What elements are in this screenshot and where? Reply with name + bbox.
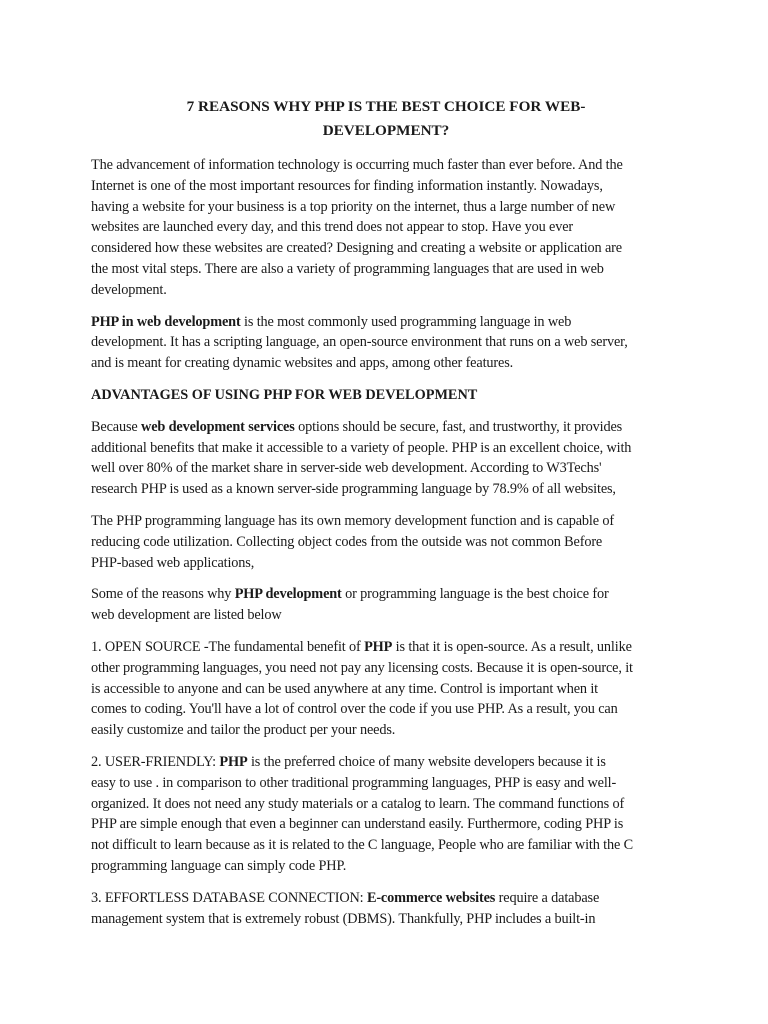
text-line: considered how these websites are created? Designing and creating a website or application are [91,240,622,257]
bold-term: E-commerce websites [366,889,496,906]
text-run: is that it is open-source. As a result, unlike [392,638,632,655]
text-line: other programming languages, you need not pay any licensing costs. Because it is open-source, it [91,659,633,676]
text-line: programming language can simply code PHP. [91,857,347,874]
text-line: the most vital steps. There are also a variety of programming languages that are used in web [91,260,604,277]
text-run: 2. USER-FRIENDLY: [91,753,220,770]
text-run: Because [91,418,142,435]
text-line [91,584,681,605]
text-line: The advancement of information technology is occurring much faster than ever before. And the [91,157,623,173]
text-run: is the most commonly used programming language in web [240,313,572,330]
text-line: websites are launched every day, and this trend does not appear to stop. Have you ever [91,219,574,236]
text-run: Some of the reasons why [91,586,235,603]
text-line: not difficult to learn because as it is related to the C language, People who are familiar with the C [91,837,633,854]
text-run: or programming language is the best choice for [341,586,609,603]
text-line [91,312,681,333]
text-line: development. [91,281,167,298]
text-line: development. It has a scripting language, an open-source environment that runs on a web server, [91,334,628,351]
text-line: easy to use . in comparison to other traditional programming languages, PHP is easy and well- [91,774,617,791]
bold-term: web development services [141,418,295,435]
bold-term: PHP development [234,586,342,603]
text-line: well over 80% of the market share in server-side web development. According to W3Techs' [91,460,602,477]
memory-paragraph [91,511,681,573]
text-run: 3. EFFORTLESS DATABASE CONNECTION: [91,889,367,906]
text-line: PHP are simple enough that even a beginner can understand easily. Furthermore, coding PHP is [91,816,624,833]
bold-term: PHP [219,753,248,770]
text-line: comes to coding. You'll have a lot of control over the code if you use PHP. As a result, you can [91,701,618,718]
reasons-paragraph [91,584,681,626]
text-run: options should be secure, fast, and trustworthy, it provides [294,418,623,435]
text-line: is accessible to anyone and can be used anywhere at any time. Control is important when it [91,680,598,697]
text-line: web development are listed below [91,607,282,624]
title-line-2: DEVELOPMENT? [322,122,450,139]
text-line: PHP-based web applications, [91,554,255,571]
php-web-paragraph [91,312,681,374]
text-line: having a website for your business is a top priority on the internet, thus a large number of new [91,198,616,215]
text-line [91,417,681,438]
text-line: reducing code utilization. Collecting object codes from the outside was not common Before [91,533,603,550]
because-paragraph [91,417,681,500]
text-line: management system that is extremely robust (DBMS). Thankfully, PHP includes a built-in [91,910,596,927]
title-line-1: 7 REASONS WHY PHP IS THE BEST CHOICE FOR WEB- [186,98,586,115]
text-line [91,637,681,658]
intro-paragraph [91,155,681,301]
database-paragraph [91,888,681,930]
text-run: require a database [495,889,600,906]
bold-term: PHP [364,638,393,655]
text-line: Internet is one of the most important resources for finding information instantly. Nowadays, [91,177,603,194]
text-line: easily customize and tailor the product per your needs. [91,722,396,739]
user-friendly-paragraph [91,752,681,877]
text-run: 1. OPEN SOURCE -The fundamental benefit of [91,638,365,655]
text-line: The PHP programming language has its own memory development function and is capable of [91,512,614,529]
text-line: organized. It does not need any study materials or a catalog to learn. The command functions of [91,795,625,812]
document-title [91,95,681,143]
bold-term: PHP in web development [91,313,241,330]
open-source-paragraph [91,637,681,741]
text-run: is the preferred choice of many website developers because it is [247,753,606,770]
advantages-heading: ADVANTAGES OF USING PHP FOR WEB DEVELOPMENT [91,386,478,403]
text-line [91,888,681,909]
text-line: additional benefits that make it accessible to a variety of people. PHP is an excellent choice, with [91,439,632,456]
document-page [91,95,681,940]
text-line [91,752,681,773]
text-line: and is meant for creating dynamic websites and apps, among other features. [91,355,514,372]
text-line: research PHP is used as a known server-side programming language by 78.9% of all websites, [91,481,616,498]
